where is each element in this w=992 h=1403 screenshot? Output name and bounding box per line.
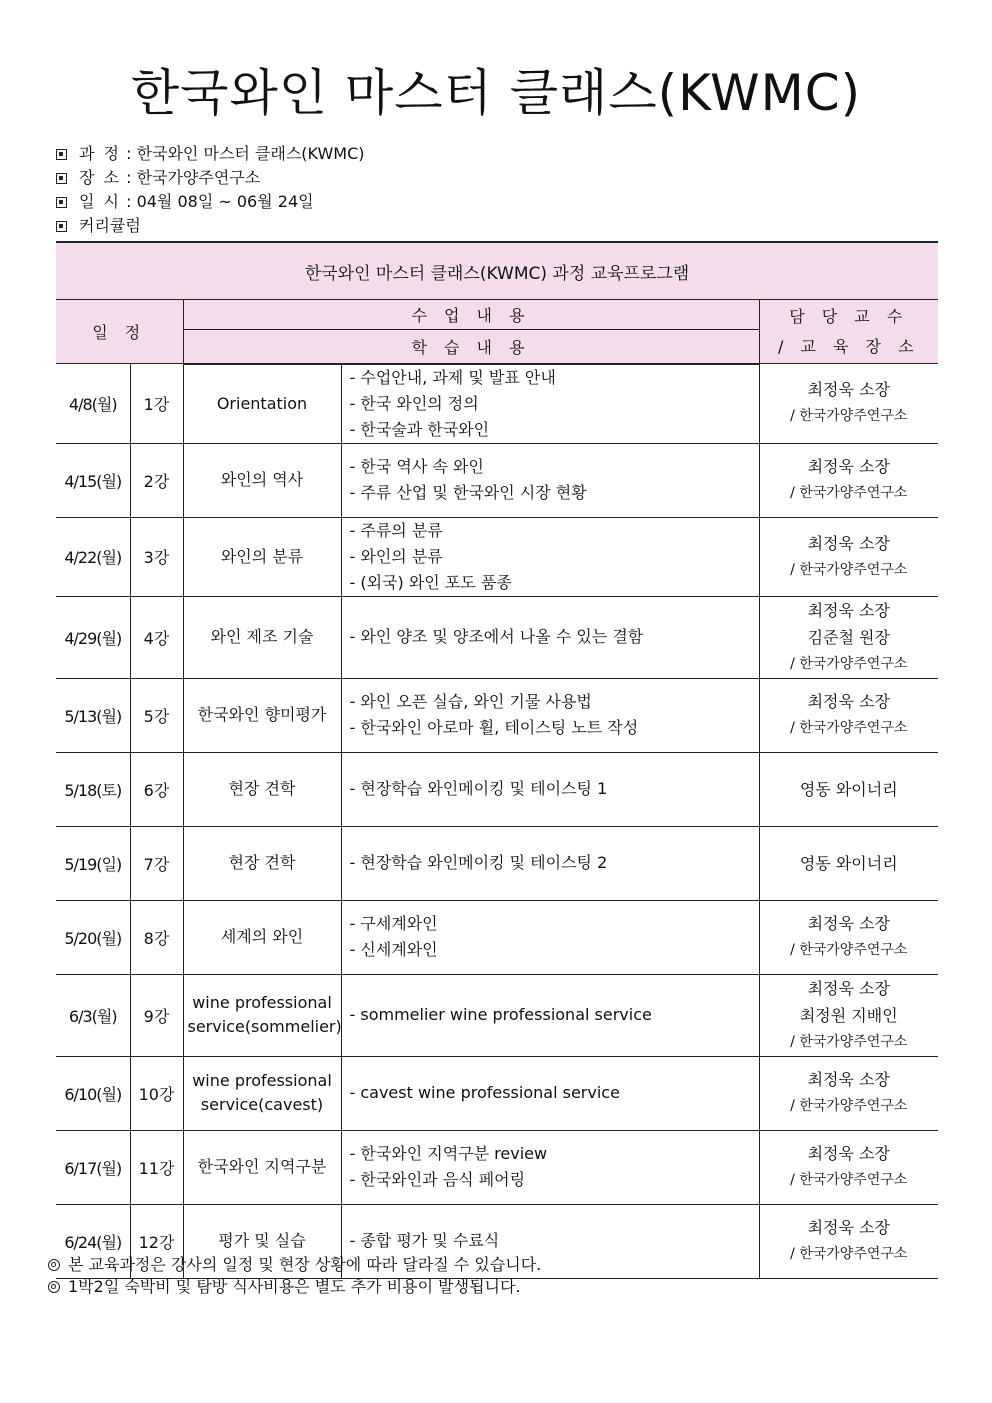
professor-cell — [759, 752, 938, 826]
content-line: - 한국와인 지역구분 review — [349, 1144, 548, 1163]
professor-cell — [759, 1130, 938, 1204]
square-bullet-icon — [56, 221, 67, 232]
professor-cell — [759, 364, 938, 444]
table-row — [56, 1056, 938, 1130]
info-row-date: 일 시 : 04월 08일 ~ 06월 24일 — [56, 190, 365, 214]
class-content-header: 수 업 내 용 — [183, 300, 759, 330]
professor-name: 최정욱 소장 — [807, 533, 890, 553]
content-line: - 와인의 분류 — [349, 546, 443, 566]
topic-cell: 한국와인 향미평가 — [183, 678, 341, 752]
contents-cell — [341, 752, 759, 826]
contents-cell — [341, 596, 759, 678]
info-row-course: 과 정 : 한국와인 마스터 클래스(KWMC) — [56, 142, 365, 166]
contents-cell — [341, 826, 759, 900]
professor-name: 최정욱 소장 — [807, 600, 890, 620]
professor-cell — [759, 974, 938, 1056]
info-row-place: 장 소 : 한국가양주연구소 — [56, 166, 365, 190]
professor-name: 최정욱 소장 — [807, 914, 890, 933]
lecture-cell: 1강 — [130, 364, 183, 444]
content-line: - 종합 평가 및 수료식 — [349, 1231, 500, 1250]
info-label: 커리큘럼 — [79, 216, 141, 235]
table-row — [56, 900, 938, 974]
professor-name: 최정욱 소장 — [807, 380, 890, 400]
lecture-cell: 10강 — [130, 1056, 183, 1130]
date-cell: 4/29(월) — [56, 596, 130, 678]
lecture-cell: 8강 — [130, 900, 183, 974]
table-row — [56, 974, 938, 1056]
place-name: / 한국가양주연구소 — [790, 1098, 908, 1114]
content-line: - 구세계와인 — [349, 914, 438, 933]
lecture-cell: 11강 — [130, 1130, 183, 1204]
professor-name: 최정욱 소장 — [807, 1144, 890, 1163]
contents-cell — [341, 974, 759, 1056]
info-value: 한국와인 마스터 클래스(KWMC) — [136, 144, 365, 163]
date-cell: 4/8(월) — [56, 364, 130, 444]
professor-header: 담 당 교 수 — [789, 306, 909, 326]
contents-cell — [341, 443, 759, 517]
professor-name: 최정욱 소장 — [807, 457, 890, 476]
content-line: - 신세계와인 — [349, 940, 438, 959]
professor-cell — [759, 443, 938, 517]
date-cell: 5/13(월) — [56, 678, 130, 752]
content-line: - 한국술과 한국와인 — [349, 419, 490, 439]
topic-cell: 현장 견학 — [183, 752, 341, 826]
double-circle-icon — [48, 1259, 60, 1271]
professor-name: 최정욱 소장 — [807, 1070, 890, 1089]
content-line: - 현장학습 와인메이킹 및 테이스팅 2 — [349, 853, 608, 872]
topic-cell: 세계의 와인 — [183, 900, 341, 974]
topic-cell: 와인의 역사 — [183, 443, 341, 517]
place-name: / 한국가양주연구소 — [790, 1246, 908, 1262]
professor-cell — [759, 1056, 938, 1130]
content-line: - 한국 역사 속 와인 — [349, 457, 484, 476]
place-name: / 한국가양주연구소 — [790, 1033, 908, 1050]
place-name: / 한국가양주연구소 — [790, 561, 908, 578]
info-label: 일 시 — [79, 192, 121, 211]
content-line: - 한국와인과 음식 페어링 — [349, 1170, 526, 1189]
topic-cell: 평가 및 실습 — [183, 1204, 341, 1278]
professor-cell — [759, 900, 938, 974]
professor-cell — [759, 1204, 938, 1278]
place-name: / 한국가양주연구소 — [790, 655, 908, 672]
table-row — [56, 596, 938, 678]
content-line: - 한국와인 아로마 휠, 테이스팅 노트 작성 — [349, 718, 639, 737]
professor-cell — [759, 517, 938, 596]
content-line: - 현장학습 와인메이킹 및 테이스팅 1 — [349, 779, 608, 798]
topic-cell: 와인의 분류 — [183, 517, 341, 596]
table-row — [56, 517, 938, 596]
place-header: / 교 육 장 소 — [777, 336, 920, 356]
content-line: - cavest wine professional service — [349, 1083, 620, 1102]
double-circle-icon — [48, 1281, 60, 1293]
square-bullet-icon — [56, 149, 67, 160]
contents-cell — [341, 1056, 759, 1130]
date-cell: 5/18(토) — [56, 752, 130, 826]
table-row — [56, 752, 938, 826]
topic-cell: 현장 견학 — [183, 826, 341, 900]
table-row — [56, 826, 938, 900]
date-cell: 4/15(월) — [56, 443, 130, 517]
date-cell: 6/24(월) — [56, 1204, 130, 1278]
note-item: 1박2일 숙박비 및 탐방 식사비용은 별도 추가 비용이 발생됩니다. — [48, 1276, 541, 1298]
table-row — [56, 364, 938, 444]
curriculum-table — [56, 241, 938, 1279]
place-name: / 한국가양주연구소 — [790, 720, 908, 736]
topic-cell: 와인 제조 기술 — [183, 596, 341, 678]
content-line: - sommelier wine professional service — [349, 1005, 652, 1024]
square-bullet-icon — [56, 173, 67, 184]
contents-cell — [341, 517, 759, 596]
lecture-cell: 7강 — [130, 826, 183, 900]
professor-name: 최정원 지배인 — [799, 1005, 898, 1025]
lecture-cell: 4강 — [130, 596, 183, 678]
professor-name: 최정욱 소장 — [807, 692, 890, 711]
date-cell: 5/20(월) — [56, 900, 130, 974]
content-line: - 와인 양조 및 양조에서 나올 수 있는 결함 — [349, 627, 644, 646]
topic-cell: Orientation — [183, 364, 341, 444]
professor-cell — [759, 596, 938, 678]
professor-cell — [759, 678, 938, 752]
content-line: - 한국 와인의 정의 — [349, 393, 479, 413]
content-line: - 와인 오픈 실습, 와인 기물 사용법 — [349, 692, 592, 711]
info-value: 한국가양주연구소 — [136, 168, 261, 187]
topic-cell: 한국와인 지역구분 — [183, 1130, 341, 1204]
table-row — [56, 443, 938, 517]
table-title: 한국와인 마스터 클래스(KWMC) 과정 교육프로그램 — [56, 242, 938, 300]
professor-name: 영동 와이너리 — [799, 779, 898, 799]
content-line: - (외국) 와인 포도 품종 — [349, 572, 512, 592]
schedule-header: 일 정 — [56, 300, 183, 364]
professor-cell — [759, 826, 938, 900]
professor-name: 김준철 원장 — [807, 627, 890, 647]
lecture-cell: 3강 — [130, 517, 183, 596]
date-cell: 5/19(일) — [56, 826, 130, 900]
info-label: 과 정 — [79, 144, 121, 163]
lecture-cell: 12강 — [130, 1204, 183, 1278]
place-name: / 한국가양주연구소 — [790, 942, 908, 958]
table-row — [56, 678, 938, 752]
professor-name: 최정욱 소장 — [807, 1218, 890, 1237]
professor-name: 영동 와이너리 — [799, 853, 898, 873]
contents-cell — [341, 900, 759, 974]
professor-place-header — [759, 300, 938, 364]
date-cell: 6/10(월) — [56, 1056, 130, 1130]
square-bullet-icon — [56, 197, 67, 208]
contents-cell — [341, 364, 759, 444]
lecture-cell: 6강 — [130, 752, 183, 826]
info-value: 04월 08일 ~ 06월 24일 — [136, 192, 314, 211]
table-row — [56, 1130, 938, 1204]
info-label: 장 소 — [79, 168, 121, 187]
topic-cell: wine professional service(sommelier) — [183, 974, 341, 1056]
content-line: - 주류의 분류 — [349, 520, 443, 540]
content-line: - 주류 산업 및 한국와인 시장 현황 — [349, 483, 587, 502]
contents-cell — [341, 678, 759, 752]
info-row-curriculum — [56, 214, 365, 238]
notes — [48, 1254, 541, 1298]
contents-cell — [341, 1130, 759, 1204]
content-line: - 수업안내, 과제 및 발표 안내 — [349, 367, 556, 387]
topic-cell: wine professional service(cavest) — [183, 1056, 341, 1130]
learning-content-header: 학 습 내 용 — [183, 330, 759, 364]
place-name: / 한국가양주연구소 — [790, 408, 908, 425]
date-cell: 6/17(월) — [56, 1130, 130, 1204]
lecture-cell: 9강 — [130, 974, 183, 1056]
note-item: 본 교육과정은 강사의 일정 및 현장 상황에 따라 달라질 수 있습니다. — [48, 1254, 541, 1276]
date-cell: 4/22(월) — [56, 517, 130, 596]
lecture-cell: 5강 — [130, 678, 183, 752]
page-title: 한국와인 마스터 클래스(KWMC) — [130, 64, 862, 122]
course-info — [56, 142, 365, 238]
place-name: / 한국가양주연구소 — [790, 485, 908, 501]
date-cell: 6/3(월) — [56, 974, 130, 1056]
lecture-cell: 2강 — [130, 443, 183, 517]
place-name: / 한국가양주연구소 — [790, 1172, 908, 1188]
professor-name: 최정욱 소장 — [807, 978, 890, 998]
